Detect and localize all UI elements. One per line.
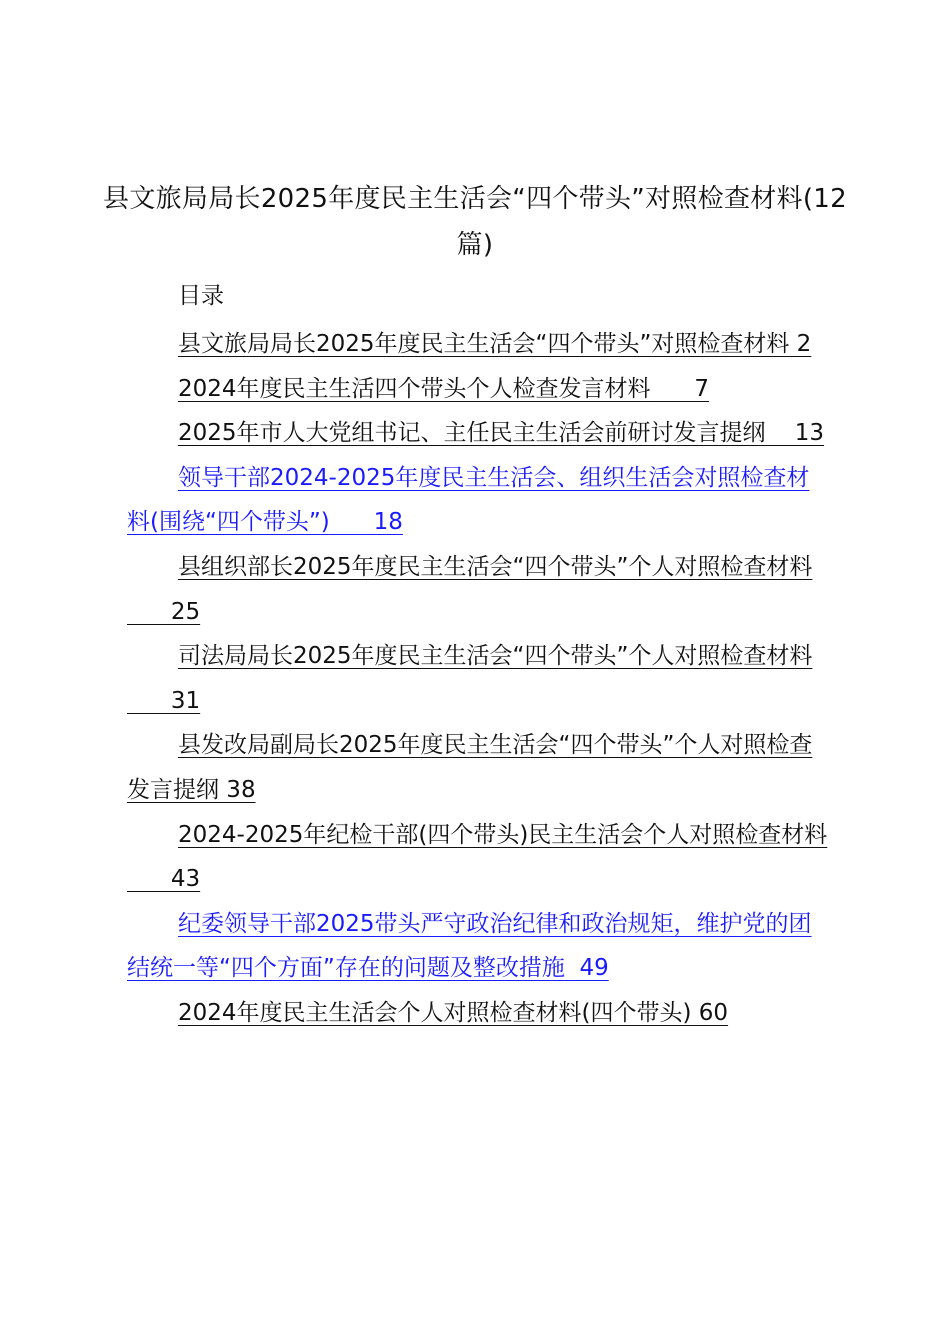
toc-entry[interactable] bbox=[127, 456, 831, 545]
toc-entry[interactable] bbox=[127, 411, 831, 456]
toc-entry[interactable] bbox=[127, 634, 831, 723]
toc-entry[interactable] bbox=[127, 322, 831, 367]
toc-entry-title: 2024年度民主生活四个带头个人检查发言材料 bbox=[178, 375, 651, 402]
toc-entry-title: 2024年度民主生活会个人对照检查材料(四个带头) bbox=[178, 999, 692, 1026]
toc-entry-title: 县发改局副局长2025年度民主生活会“四个带头”个人对照检查发言提纲 bbox=[127, 732, 813, 803]
toc-entry[interactable] bbox=[127, 545, 831, 634]
toc-entry[interactable] bbox=[127, 813, 831, 902]
toc-entry-title: 2025年市人大党组书记、主任民主生活会前研讨发言提纲 bbox=[178, 420, 766, 447]
toc-entry-page-number: 7 bbox=[650, 375, 710, 402]
toc-entry[interactable] bbox=[127, 991, 831, 1036]
toc-entry[interactable] bbox=[127, 902, 831, 991]
toc-entry[interactable] bbox=[127, 723, 831, 812]
toc-heading: 目录 bbox=[178, 283, 224, 309]
toc-entry-page-number: 2 bbox=[789, 331, 812, 357]
toc-entry-page-number: 13 bbox=[765, 420, 825, 447]
toc-entry[interactable] bbox=[127, 367, 831, 412]
toc-entry-title: 领导干部2024-2025年度民主生活会、组织生活会对照检查材料(围绕“四个带头”) bbox=[127, 464, 810, 536]
toc-entry-page-number: 31 bbox=[127, 687, 201, 714]
toc-entry-title: 纪委领导干部2025带头严守政治纪律和政治规矩，维护党的团结统一等“四个方面”存在的问题及整改措施 bbox=[127, 910, 812, 982]
toc-entry-title: 县组织部长2025年度民主生活会“四个带头”个人对照检查材料 bbox=[178, 553, 813, 580]
toc-entry-title: 县文旅局局长2025年度民主生活会“四个带头”对照检查材料 bbox=[178, 331, 790, 357]
toc-entry-page-number: 43 bbox=[127, 866, 201, 893]
toc-entry-page-number: 25 bbox=[127, 598, 201, 625]
document-title: 县文旅局局长2025年度民主生活会“四个带头”对照检查材料(12篇) bbox=[103, 184, 847, 260]
toc-entry-page-number: 38 bbox=[219, 776, 256, 803]
toc-entry-title: 2024-2025年纪检干部(四个带头)民主生活会个人对照检查材料 bbox=[178, 821, 828, 848]
toc-entry-page-number: 18 bbox=[329, 509, 403, 536]
toc-entry-page-number: 60 bbox=[691, 999, 729, 1026]
toc-entry-page-number: 49 bbox=[564, 955, 609, 982]
table-of-contents bbox=[127, 322, 831, 1036]
toc-entry-title: 司法局局长2025年度民主生活会“四个带头”个人对照检查材料 bbox=[178, 643, 813, 670]
